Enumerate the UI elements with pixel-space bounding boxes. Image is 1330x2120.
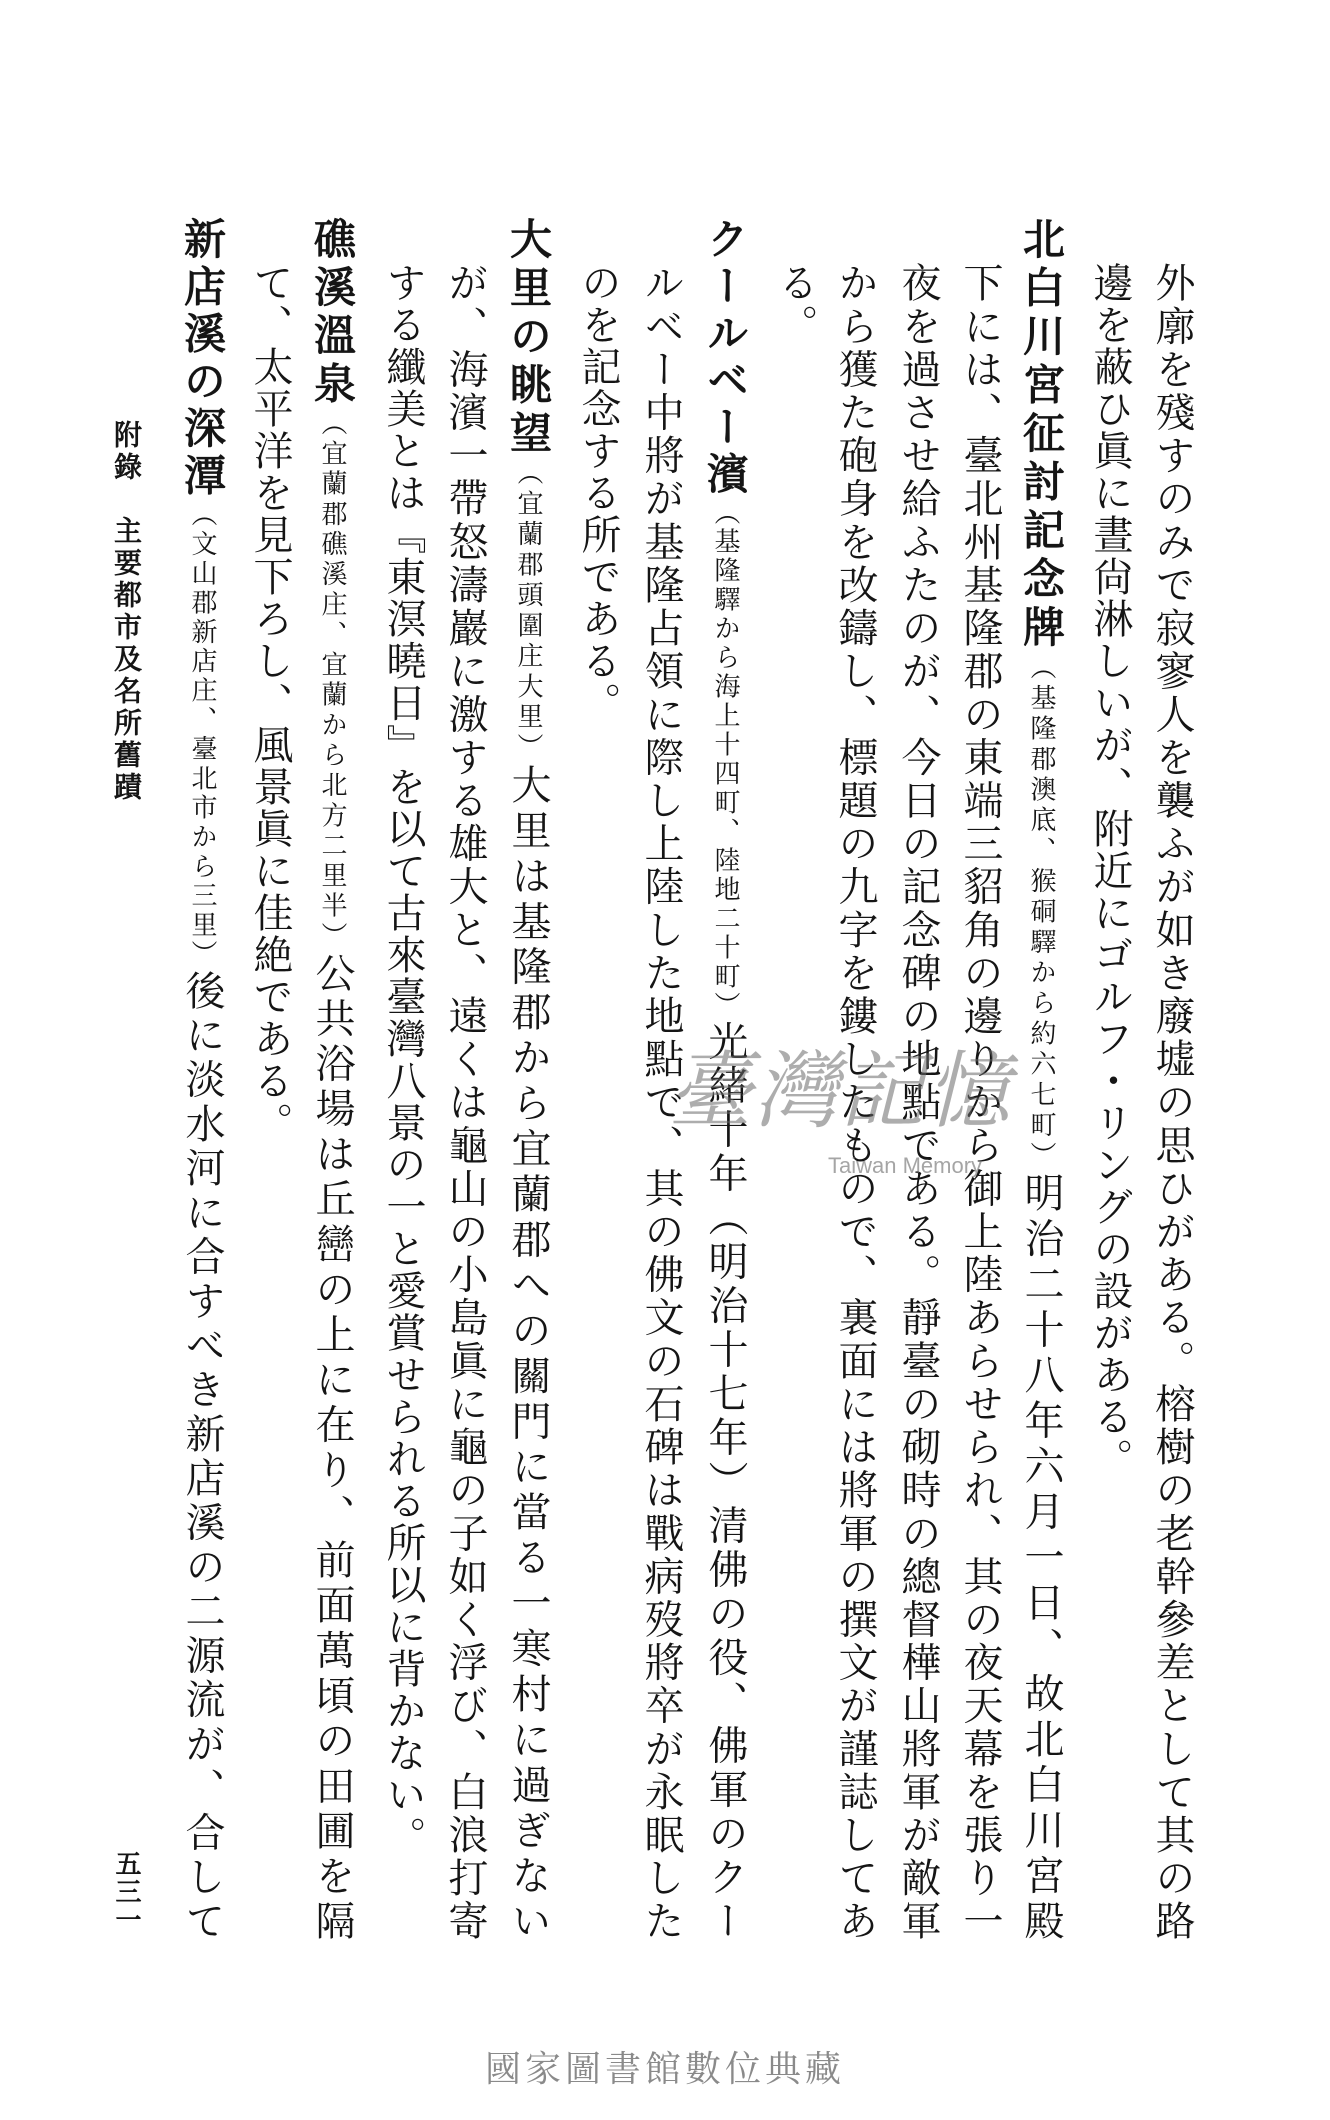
text-column: [1080, 262, 1140, 1942]
entry-heading: 大里の眺望: [504, 217, 553, 460]
text-column: [631, 262, 691, 1942]
entry-column: [172, 217, 232, 1942]
entry-column: [695, 217, 755, 1942]
body-text: 光緒十年（明治十七年）清佛の役、佛軍のクー: [702, 1020, 748, 1942]
body-text: る。: [772, 262, 818, 346]
text-column: [888, 262, 948, 1942]
watermark-title: 臺灣記憶: [668, 1042, 1013, 1140]
text-column: [435, 262, 495, 1942]
body-text: のを記念する所である。: [575, 262, 621, 724]
body-text: 外廓を殘すのみで寂寥人を襲ふが如き廢墟の思ひがある。榕樹の老幹參差として其の路: [1149, 262, 1195, 1942]
entry-location-note: （基隆郡澳底、猴硐驛から約六七町）: [1026, 653, 1056, 1172]
text-column: [1142, 262, 1202, 1942]
body-text: が、海濱一帶怒濤巖に激する雄大と、遠くは龜山の小島眞に龜の子如く浮び、白浪打寄: [442, 262, 488, 1942]
entry-heading: 新店溪の深潭: [178, 217, 227, 501]
entry-column: [498, 217, 558, 1942]
body-text: 邊を蔽ひ眞に晝尙淋しいが、附近にゴルフ・リングの設がある。: [1087, 262, 1133, 1480]
body-text: する纖美とは『東溟曉日』を以て古來臺灣八景の一と愛賞せられる所以に背かない。: [380, 262, 426, 1858]
entry-heading: 礁溪溫泉: [308, 217, 357, 410]
entry-location-note: （文山郡新店庄、臺北市から三里）: [187, 500, 217, 970]
entry-heading: 北白川宮征討記念牌: [1017, 217, 1066, 654]
body-text: 後に淡水河に合すべき新店溪の二源流が、合して: [179, 969, 225, 1942]
body-text: ルベー中將が基隆占領に際し上陸した地點で、其の佛文の石碑は戰病歿將卒が永眠した: [638, 262, 684, 1942]
entry-location-note: （宜蘭郡礁溪庄、宜蘭から北方二里半）: [317, 409, 347, 953]
entry-column: [302, 217, 362, 1942]
body-text: て、太平洋を見下ろし、風景眞に佳絶である。: [247, 262, 293, 1144]
text-column: [240, 262, 300, 1942]
body-text: 下には、臺北州基隆郡の東端三貂角の邊りから御上陸あらせられ、其の夜天幕を張り一: [957, 262, 1003, 1942]
text-column: [950, 262, 1010, 1942]
text-column: [765, 262, 825, 1942]
body-text: 明治二十八年六月一日、故北白川宮殿: [1018, 1172, 1064, 1942]
body-text: 公共浴場は丘巒の上に在り、前面萬頃の田圃を隔: [309, 952, 355, 1942]
watermark-subtitle: Taiwan Memory: [828, 1153, 983, 1178]
body-text: 夜を過させ給ふたのが、今日の記念碑の地點である。靜臺の砌時の總督樺山將軍が敵軍: [895, 262, 941, 1942]
text-column: [825, 262, 885, 1942]
page-number: 五三一: [111, 1850, 141, 1934]
archive-footer: 國家圖書館數位典藏: [484, 2049, 845, 2090]
body-text: 大里は基隆郡から宜蘭郡への關門に當る一寒村に過ぎない: [505, 763, 551, 1942]
entry-heading: クールベー濱: [701, 217, 750, 499]
entry-location-note: （宜蘭郡頭圍庄大里）: [513, 459, 543, 764]
body-text: から獲た砲身を改鑄し、標題の九字を鏤したもので、裏面には將軍の撰文が謹誌してあ: [832, 262, 878, 1942]
entry-column: [1011, 217, 1071, 1942]
running-head: 附錄 主要都市及名所舊蹟: [110, 420, 143, 804]
text-column: [373, 262, 433, 1942]
entry-location-note: （基隆驛から海上十四町、陸地二十町）: [710, 498, 740, 1021]
text-column: [568, 262, 628, 1942]
